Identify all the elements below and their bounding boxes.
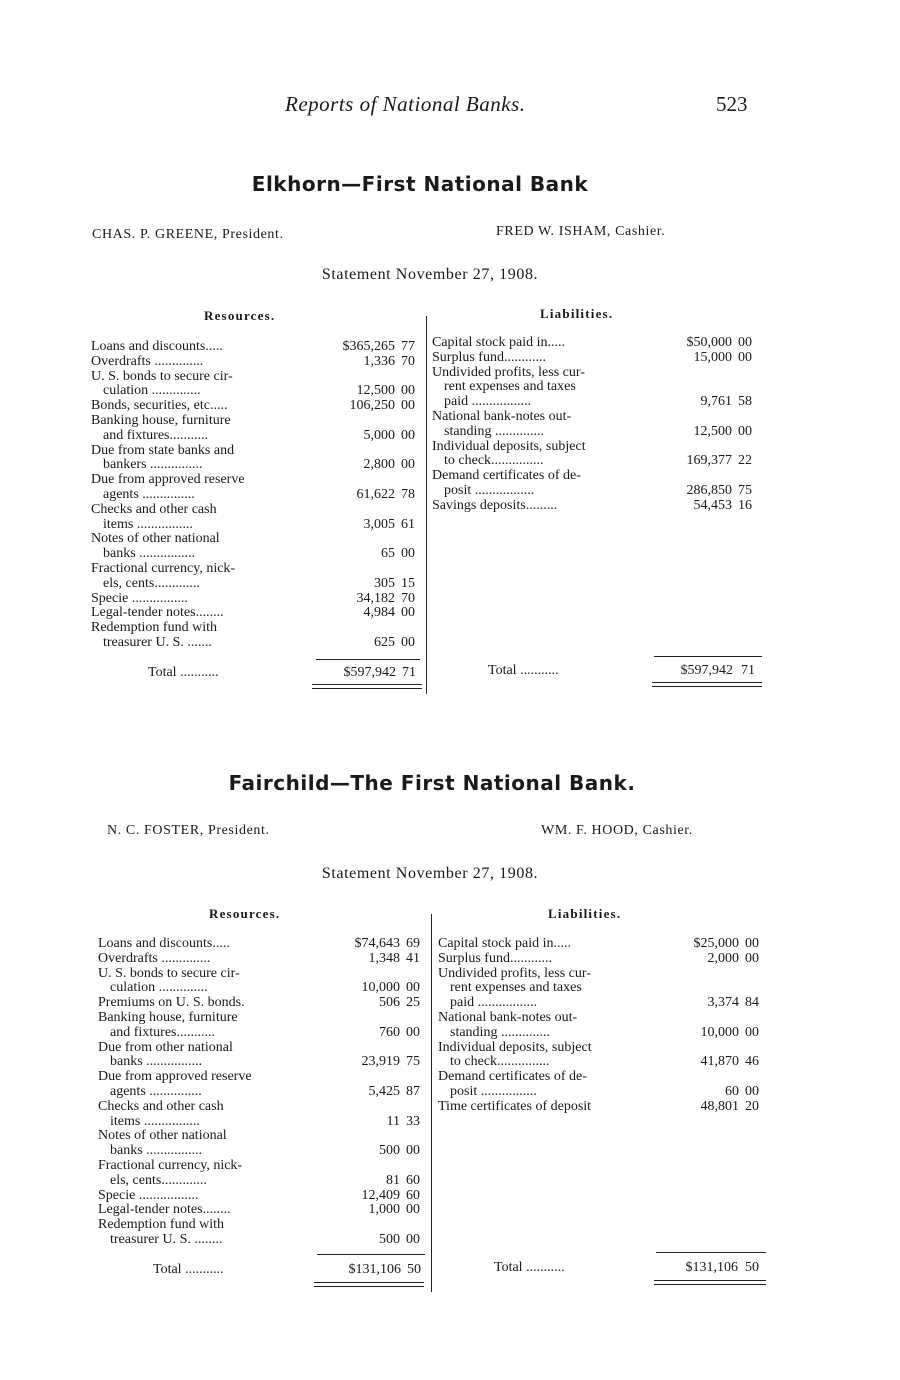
item-dollars: 305	[374, 575, 395, 591]
total-label: Total ...........	[488, 663, 559, 678]
item-label: culation ..............	[110, 980, 208, 996]
ledger-row	[98, 1100, 428, 1115]
item-dollars: 500	[379, 1143, 400, 1159]
ledger-row-continuation	[98, 1174, 428, 1189]
item-label: Specie ................	[91, 590, 188, 606]
item-dollars: 10,000	[700, 1024, 739, 1040]
item-label: banks ................	[110, 1054, 203, 1070]
item-cents: 87	[406, 1083, 420, 1099]
item-dollars: 12,500	[356, 383, 395, 399]
item-label: culation ..............	[103, 383, 201, 399]
item-label: Individual deposits, subject	[438, 1039, 592, 1055]
item-label: Loans and discounts.....	[98, 936, 230, 951]
liabilities-sum-rule	[656, 1252, 766, 1253]
column-divider	[431, 914, 432, 1292]
item-dollars: 11	[386, 1113, 400, 1129]
item-cents: 00	[401, 605, 415, 621]
item-label: and fixtures...........	[103, 427, 208, 443]
liabilities-total-double-rule	[654, 1280, 766, 1285]
ledger-row	[98, 1011, 428, 1026]
item-cents: 20	[745, 1098, 759, 1114]
item-label: posit .................	[444, 482, 535, 498]
item-dollars: 9,761	[700, 394, 732, 410]
item-label: els, cents.............	[103, 575, 200, 591]
item-cents: 00	[406, 1143, 420, 1159]
item-dollars: 54,453	[693, 497, 732, 513]
item-cents: 15	[401, 575, 415, 591]
item-label: Capital stock paid in.....	[438, 936, 571, 951]
item-label: National bank-notes out-	[432, 408, 572, 424]
item-cents: 41	[406, 950, 420, 966]
ledger-row	[98, 1189, 428, 1204]
item-cents: 00	[745, 1083, 759, 1099]
item-label: agents ...............	[103, 486, 195, 502]
item-dollars: 506	[379, 995, 400, 1011]
item-dollars: $365,265	[342, 339, 395, 354]
ledger-row	[98, 952, 428, 967]
item-label: banks ................	[103, 546, 196, 562]
item-dollars: 2,800	[363, 457, 395, 473]
item-label: banks ................	[110, 1143, 203, 1159]
resources-total-row	[153, 1262, 433, 1278]
item-dollars: 106,250	[349, 398, 395, 414]
item-cents: 70	[401, 590, 415, 606]
item-label: Legal-tender notes........	[91, 605, 224, 621]
item-cents: 33	[406, 1113, 420, 1129]
item-label: Undivided profits, less cur-	[438, 965, 591, 981]
item-label: Legal-tender notes........	[98, 1202, 231, 1218]
total-label: Total ...........	[494, 1260, 565, 1275]
item-label: to check...............	[444, 453, 544, 469]
page-number: 523	[716, 92, 748, 116]
liabilities-heading: Liabilities.	[548, 906, 622, 921]
president-name: CHAS. P. GREENE, President.	[92, 227, 284, 242]
item-cents: 00	[738, 335, 752, 350]
item-dollars: $74,643	[354, 936, 400, 951]
item-label: Notes of other national	[98, 1128, 227, 1144]
total-dollars: $597,942	[680, 663, 733, 678]
item-label: Overdrafts ..............	[98, 950, 211, 966]
item-dollars: 169,377	[686, 453, 732, 469]
item-cents: 16	[738, 497, 752, 513]
item-label: Redemption fund with	[91, 620, 217, 636]
item-label: Due from other national	[98, 1039, 233, 1055]
ledger-row-continuation	[98, 981, 428, 996]
total-cents: 50	[745, 1260, 759, 1275]
item-label: National bank-notes out-	[438, 1009, 578, 1025]
item-label: paid .................	[450, 995, 538, 1011]
item-label: Due from state banks and	[91, 442, 235, 458]
item-label: treasurer U. S. ........	[110, 1231, 223, 1247]
item-label: items ................	[110, 1113, 200, 1129]
item-cents: 00	[401, 457, 415, 473]
ledger-row	[98, 1203, 428, 1218]
item-label: posit ................	[450, 1083, 537, 1099]
item-label: Demand certificates of de-	[438, 1069, 587, 1085]
liabilities-total-row	[494, 1260, 774, 1276]
item-label: standing ..............	[450, 1024, 550, 1040]
ledger-row	[438, 1100, 778, 1115]
item-cents: 00	[401, 546, 415, 562]
item-label: standing ..............	[444, 423, 544, 439]
item-label: Redemption fund with	[98, 1217, 224, 1233]
statement-date: Statement November 27, 1908.	[321, 266, 539, 283]
bank-title: Fairchild—The First National Bank.	[228, 771, 636, 795]
liabilities-heading: Liabilities.	[540, 306, 614, 321]
ledger-row	[98, 1129, 428, 1144]
item-label: Demand certificates of de-	[432, 468, 581, 484]
item-label: Checks and other cash	[91, 501, 217, 517]
ledger-row-continuation	[438, 996, 778, 1011]
ledger-row-continuation	[98, 1144, 428, 1159]
item-label: U. S. bonds to secure cir-	[98, 965, 240, 981]
item-cents: 61	[401, 516, 415, 532]
item-dollars: 5,000	[363, 427, 395, 443]
item-cents: 00	[745, 1024, 759, 1040]
item-label: els, cents.............	[110, 1172, 207, 1188]
item-dollars: 81	[386, 1172, 400, 1188]
item-cents: 00	[401, 634, 415, 650]
item-label: Individual deposits, subject	[432, 438, 586, 454]
item-cents: 69	[406, 936, 420, 951]
item-cents: 00	[406, 1231, 420, 1247]
item-cents: 22	[738, 453, 752, 469]
item-dollars: 1,336	[363, 353, 395, 369]
item-label: Banking house, furniture	[91, 412, 231, 428]
ledger-row	[98, 996, 428, 1011]
item-cents: 70	[401, 353, 415, 369]
item-dollars: 500	[379, 1231, 400, 1247]
item-cents: 25	[406, 995, 420, 1011]
total-dollars: $131,106	[685, 1260, 738, 1275]
item-cents: 75	[738, 482, 752, 498]
item-dollars: 3,374	[707, 995, 739, 1011]
item-cents: 00	[406, 980, 420, 996]
item-cents: 58	[738, 394, 752, 410]
item-dollars: 60	[725, 1083, 739, 1099]
item-label: to check...............	[450, 1054, 550, 1070]
item-dollars: 15,000	[693, 349, 732, 365]
item-label: agents ...............	[110, 1083, 202, 1099]
item-label: Checks and other cash	[98, 1098, 224, 1114]
item-cents: 00	[738, 423, 752, 439]
item-label: Bonds, securities, etc.....	[91, 398, 228, 414]
item-label: Surplus fund............	[432, 349, 546, 365]
item-label: Surplus fund............	[438, 950, 552, 966]
item-dollars: 65	[381, 546, 395, 562]
item-dollars: 3,005	[363, 516, 395, 532]
ledger-row-continuation	[98, 1115, 428, 1130]
item-label: Banking house, furniture	[98, 1009, 238, 1025]
item-cents: 75	[406, 1054, 420, 1070]
item-label: Loans and discounts.....	[91, 339, 223, 354]
item-label: bankers ...............	[103, 457, 203, 473]
ledger-row	[438, 1041, 778, 1056]
item-dollars: 625	[374, 634, 395, 650]
item-label: Premiums on U. S. bonds.	[98, 995, 245, 1011]
ledger-row	[98, 1218, 428, 1233]
item-dollars: $25,000	[693, 936, 739, 951]
item-dollars: 10,000	[361, 980, 400, 996]
ledger-row-continuation	[438, 1026, 778, 1041]
ledger-row	[438, 952, 778, 967]
cashier-name: WM. F. HOOD, Cashier.	[541, 823, 693, 838]
item-cents: 00	[406, 1024, 420, 1040]
ledger-row	[98, 1159, 428, 1174]
ledger-row	[438, 967, 778, 982]
item-dollars: 5,425	[368, 1083, 400, 1099]
item-label: Fractional currency, nick-	[98, 1157, 243, 1173]
item-dollars: $50,000	[686, 335, 732, 350]
item-cents: 60	[406, 1172, 420, 1188]
ledger-row	[98, 967, 428, 982]
ledger-row	[438, 937, 778, 952]
item-cents: 00	[401, 398, 415, 414]
item-cents: 84	[745, 995, 759, 1011]
president-name: N. C. FOSTER, President.	[107, 823, 270, 838]
item-dollars: 48,801	[700, 1098, 739, 1114]
item-cents: 00	[401, 427, 415, 443]
item-label: Capital stock paid in.....	[432, 335, 565, 350]
item-cents: 00	[738, 349, 752, 365]
ledger-row	[98, 1070, 428, 1085]
item-dollars: 23,919	[361, 1054, 400, 1070]
item-label: treasurer U. S. .......	[103, 634, 212, 650]
ledger-row-continuation	[438, 981, 778, 996]
item-dollars: 41,870	[700, 1054, 739, 1070]
item-label: rent expenses and taxes	[444, 379, 576, 395]
item-cents: 77	[401, 339, 415, 354]
ledger-row	[438, 1070, 778, 1085]
item-label: Due from approved reserve	[98, 1069, 252, 1085]
item-dollars: 61,622	[356, 486, 395, 502]
running-title: Reports of National Banks.	[285, 92, 526, 116]
resources-total-double-rule	[314, 1282, 424, 1287]
item-cents: 00	[745, 950, 759, 966]
item-label: items ................	[103, 516, 193, 532]
item-cents: 00	[401, 383, 415, 399]
ledger-row-continuation	[438, 1085, 778, 1100]
item-label: Undivided profits, less cur-	[432, 364, 585, 380]
resources-heading: Resources.	[209, 906, 281, 921]
item-dollars: 34,182	[356, 590, 395, 606]
item-label: and fixtures...........	[110, 1024, 215, 1040]
item-label: Overdrafts ..............	[91, 353, 204, 369]
bank-title: Elkhorn—First National Bank	[251, 172, 589, 196]
item-label: Time certificates of deposit	[438, 1098, 592, 1114]
ledger-row	[438, 1011, 778, 1026]
item-cents: 00	[406, 1202, 420, 1218]
item-cents: 60	[406, 1187, 420, 1203]
resources-sum-rule	[317, 1254, 425, 1255]
item-label: Fractional currency, nick-	[91, 560, 236, 576]
ledger-row-continuation	[438, 1055, 778, 1070]
total-label: Total ...........	[148, 665, 219, 680]
ledger-row	[98, 1041, 428, 1056]
item-cents: 78	[401, 486, 415, 502]
total-cents: 71	[402, 665, 416, 680]
item-dollars: 760	[379, 1024, 400, 1040]
cashier-name: FRED W. ISHAM, Cashier.	[496, 224, 666, 239]
item-label: U. S. bonds to secure cir-	[91, 368, 233, 384]
item-label: Due from approved reserve	[91, 472, 245, 488]
ledger-row-continuation	[98, 1233, 428, 1248]
total-label: Total ...........	[153, 1262, 224, 1277]
total-cents: 50	[407, 1262, 421, 1277]
item-dollars: 1,348	[368, 950, 400, 966]
item-label: Specie .................	[98, 1187, 199, 1203]
total-cents: 71	[741, 663, 755, 678]
ledger-row-continuation	[98, 1055, 428, 1070]
item-dollars: 1,000	[368, 1202, 400, 1218]
item-dollars: 286,850	[686, 482, 732, 498]
item-dollars: 4,984	[363, 605, 395, 621]
item-cents: 46	[745, 1054, 759, 1070]
item-dollars: 2,000	[707, 950, 739, 966]
total-dollars: $597,942	[343, 665, 396, 680]
statement-date: Statement November 27, 1908.	[321, 865, 539, 882]
ledger-row-continuation	[98, 1026, 428, 1041]
liabilities-list	[438, 937, 778, 1115]
ledger-row	[98, 937, 428, 952]
ledger-row-continuation	[98, 1085, 428, 1100]
item-label: paid .................	[444, 394, 532, 410]
item-cents: 00	[745, 936, 759, 951]
item-label: Notes of other national	[91, 531, 220, 547]
resources-list	[98, 937, 428, 1248]
item-dollars: 12,500	[693, 423, 732, 439]
item-label: Savings deposits.........	[432, 497, 558, 513]
item-label: rent expenses and taxes	[450, 980, 582, 996]
item-dollars: 12,409	[361, 1187, 400, 1203]
resources-heading: Resources.	[204, 308, 276, 323]
total-dollars: $131,106	[348, 1262, 401, 1277]
